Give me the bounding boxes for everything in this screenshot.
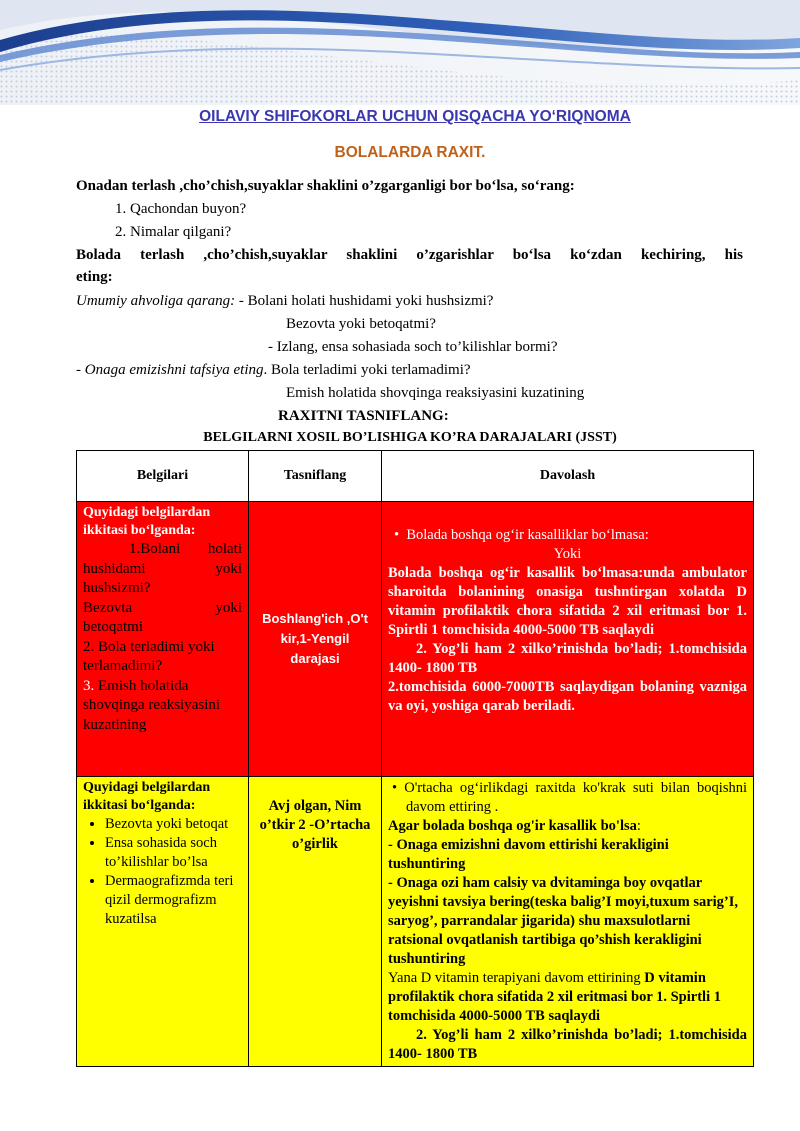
list-item: • Dermaografizmda teri qizil dermografizm kuzatilsa	[105, 872, 242, 929]
moderate-treatment-if-text: Agar bolada boshqa og'ir kasallik bo'lsa	[388, 818, 637, 834]
moderate-treatment-p3	[388, 969, 747, 1026]
question-1: 1. Qachondan buyon?	[115, 201, 247, 217]
feeding-q2: Emish holatida shovqinga reaksiyasini kuzatining	[286, 385, 585, 401]
moderate-treatment-p1: - Onaga emizishni davom ettirishi kerakligini tushuntiring	[388, 837, 669, 872]
mild-sign-1a: 1.Bolani holati	[129, 541, 242, 557]
header-wave-banner	[0, 0, 800, 105]
moderate-treatment-bullet-text: O'rtacha og‘irlikdagi raxitda ko'krak suti bilan boqishni davom ettiring .	[404, 780, 748, 815]
mild-signs-cell	[77, 502, 249, 777]
ask-heading: Onadan terlash ,cho’chish,suyaklar shaklini o’zgarganligi bor bo‘lsa, so‘rang:	[76, 178, 575, 194]
mild-treatment-or: Yoki	[553, 546, 582, 562]
general-q1: - Bolani holati hushidami yoki hushsizmi?	[235, 293, 494, 309]
feeding-q1: . Bola terladimi yoki terlamadimi?	[263, 362, 471, 378]
classify-subheading: BELGILARNI XOSIL BO’LISHIGA KO’RA DARAJALARI (JSST)	[203, 430, 617, 445]
mild-treatment-para3: 2.tomchisida 6000-7000TB saqlaydigan bolaning vazniga va oyi, yoshiga qarab beriladi.	[388, 679, 747, 714]
list-item: • Bezovta yoki betoqat	[105, 815, 242, 834]
mild-treatment-para1: Bolada boshqa og‘ir kasallik bo‘lmasa:unda ambulator sharoitda bolanining onasiga tushntirgan xolatda D vitamin profilaktik chora sifatida 2 xil eritmasi bor 1. Spirtli 1 tomchisida 4000-5000 TB saqlaydi	[388, 565, 747, 638]
moderate-classification: Avj olgan, Nim o’tkir 2 -O’rtacha o’girlik	[259, 798, 371, 852]
mild-sign-2: 2. Bola terladimi yoki terlamadimi?	[83, 638, 215, 674]
examine-heading-end: eting:	[76, 269, 113, 285]
moderate-treatment-p3-bold: D vitamin profilaktik chora sifatida 2 xil eritmasi bor 1. Spirtli 1 tomchisida 4000-5000 TB saqlaydi	[388, 970, 721, 1024]
document-subtitle: BOLALARDA RAXIT.	[334, 144, 486, 161]
moderate-classification-cell	[249, 777, 382, 1067]
question-2: 2. Nimalar qilgani?	[115, 224, 232, 240]
bullet-dot-icon: •	[392, 780, 405, 796]
general-condition-label: Umumiy ahvoliga qarang:	[76, 293, 236, 309]
mild-sign-1e: betoqatmi	[83, 619, 143, 635]
mild-treatment-bullet-text: Bolada boshqa og‘ir kasalliklar bo‘lmasa:	[406, 527, 649, 543]
table-row-moderate	[77, 777, 754, 1067]
mild-treatment-bullet	[388, 526, 747, 545]
moderate-treatment-if	[388, 817, 747, 836]
examine-heading: Bolada terlash ,cho’chish,suyaklar shaklini o’zgarishlar bo‘lsa ko‘zdan kechiring, his	[76, 247, 743, 263]
feeding-label: Onaga emizishni tafsiya eting	[84, 362, 264, 378]
mild-sign-1d: Bezovta yoki	[83, 599, 242, 616]
moderate-treatment-bullet	[388, 779, 747, 817]
moderate-signs-cell	[77, 777, 249, 1067]
general-condition-line	[76, 291, 493, 311]
general-q3: - Izlang, ensa sohasiada soch to’kilishlar bormi?	[268, 339, 558, 355]
table-header-row	[77, 451, 754, 502]
column-header-classify: Tasniflang	[249, 451, 382, 502]
bullet-dot-icon: •	[394, 527, 407, 543]
general-q2: Bezovta yoki betoqatmi?	[286, 316, 436, 332]
column-header-signs: Belgilari	[77, 451, 249, 502]
classification-table	[76, 450, 754, 1067]
mild-sign-1c: hushsizmi?	[83, 580, 151, 596]
moderate-signs-list	[83, 815, 242, 929]
column-header-treatment: Davolash	[382, 451, 754, 502]
moderate-treatment-if-colon: :	[636, 818, 641, 834]
list-item: • Ensa sohasida soch to’kilishlar bo’lsa	[105, 834, 242, 872]
mild-sign-3-text: Emish holatida shovqinga reaksiyasini kuzatining	[83, 677, 221, 733]
moderate-treatment-cell	[382, 777, 754, 1067]
table-row-mild	[77, 502, 754, 777]
mild-signs-heading: Quyidagi belgilardan ikkitasi bo‘lganda:	[83, 505, 211, 538]
mild-classification: Boshlang'ich ,O't kir,1-Yengil darajasi	[262, 611, 368, 666]
mild-sign-3-number: 3.	[83, 677, 95, 694]
mild-treatment-cell	[382, 502, 754, 777]
moderate-treatment-p2: - Onaga ozi ham calsiy va dvitaminga boy ovqatlar yeyishni tavsiya bering(teska balig’I moyi,tuxum sarig’I, saryog’, parrandalar jigarida) shu maxsulotlarni ratsional ovqatlanish tartibiga qo’shish kerakligini tushuntiring	[388, 875, 739, 967]
mild-treatment-para2: 2. Yog’li ham 2 xilko’rinishda bo’ladi; 1.tomchisida 1400- 1800 TB	[388, 641, 747, 676]
moderate-treatment-p3-normal: Yana D vitamin terapiyani davom ettirining	[388, 970, 645, 986]
feeding-line	[76, 360, 471, 380]
mild-classification-cell	[249, 502, 382, 777]
mild-sign-3	[83, 677, 242, 736]
moderate-signs-heading: Quyidagi belgilardan ikkitasi bo‘lganda:	[83, 780, 211, 813]
mild-sign-1b: hushidami yoki	[83, 560, 242, 577]
document-title: OILAVIY SHIFOKORLAR UCHUN QISQACHA YO‘RIQNOMA	[199, 108, 631, 125]
classify-heading: RAXITNI TASNIFLANG:	[278, 408, 449, 424]
feeding-prefix: -	[76, 362, 85, 378]
moderate-treatment-p4: 2. Yog’li ham 2 xilko’rinishda bo’ladi; 1.tomchisida 1400- 1800 TB	[388, 1027, 747, 1062]
